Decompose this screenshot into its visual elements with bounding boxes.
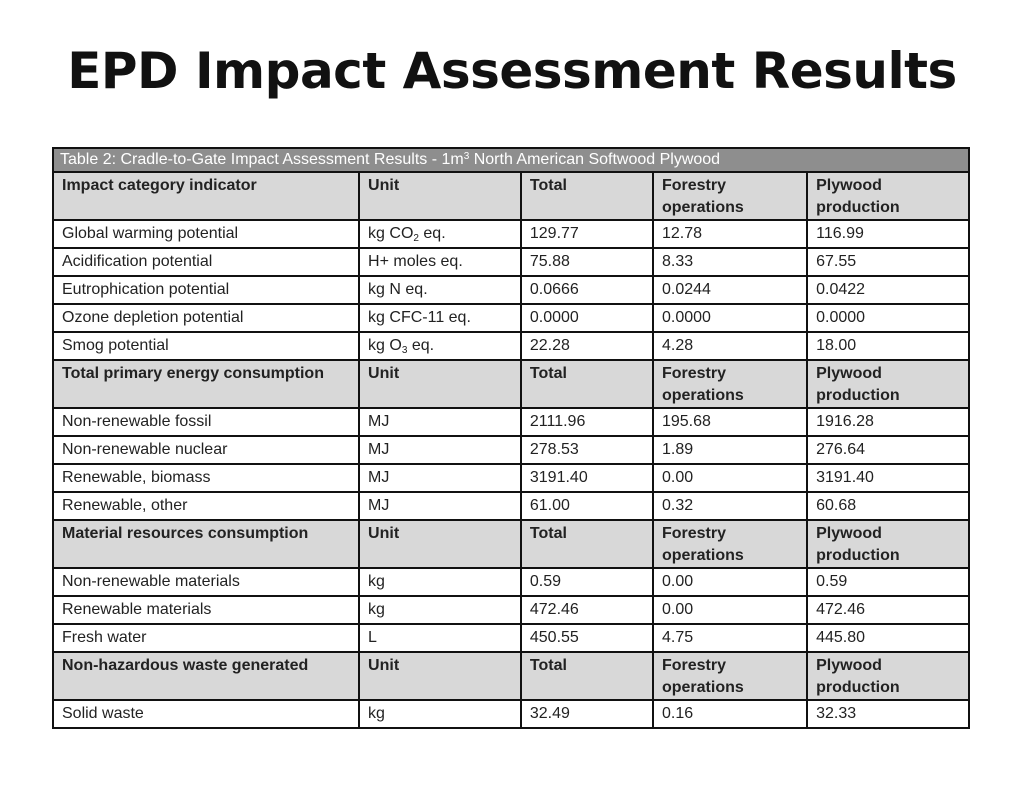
table-row xyxy=(53,624,969,652)
indicator-name: Acidification potential xyxy=(53,248,359,276)
value-total: 61.00 xyxy=(521,492,653,520)
section-header-row xyxy=(53,652,969,700)
indicator-name: Renewable materials xyxy=(53,596,359,624)
value-plywood: 18.00 xyxy=(807,332,969,360)
value-forestry: 4.75 xyxy=(653,624,807,652)
table-caption-row xyxy=(53,148,969,172)
impact-table-container xyxy=(52,147,970,729)
value-plywood: 32.33 xyxy=(807,700,969,728)
indicator-name: Fresh water xyxy=(53,624,359,652)
indicator-unit xyxy=(359,276,521,304)
unit-text: MJ xyxy=(368,441,390,458)
section-header-row xyxy=(53,520,969,568)
value-plywood: 445.80 xyxy=(807,624,969,652)
value-plywood: 60.68 xyxy=(807,492,969,520)
value-forestry: 0.00 xyxy=(653,464,807,492)
table-row xyxy=(53,332,969,360)
value-forestry: 0.0244 xyxy=(653,276,807,304)
column-header-unit: Unit xyxy=(359,520,521,568)
value-total: 22.28 xyxy=(521,332,653,360)
section-header-row xyxy=(53,172,969,220)
indicator-name: Smog potential xyxy=(53,332,359,360)
column-header-total: Total xyxy=(521,520,653,568)
indicator-name: Non-renewable fossil xyxy=(53,408,359,436)
column-header-unit: Unit xyxy=(359,652,521,700)
table-row xyxy=(53,492,969,520)
value-forestry: 8.33 xyxy=(653,248,807,276)
value-plywood: 276.64 xyxy=(807,436,969,464)
indicator-name: Non-renewable nuclear xyxy=(53,436,359,464)
table-row xyxy=(53,436,969,464)
impact-assessment-table xyxy=(52,147,970,729)
column-header-plywood: Plywood production xyxy=(807,360,969,408)
value-plywood: 116.99 xyxy=(807,220,969,248)
table-row xyxy=(53,304,969,332)
indicator-name: Global warming potential xyxy=(53,220,359,248)
section-heading: Material resources consumption xyxy=(53,520,359,568)
table-row xyxy=(53,220,969,248)
indicator-unit xyxy=(359,700,521,728)
unit-subscript: 3 xyxy=(401,345,408,356)
table-row xyxy=(53,276,969,304)
indicator-unit xyxy=(359,248,521,276)
value-total: 75.88 xyxy=(521,248,653,276)
table-row xyxy=(53,248,969,276)
value-forestry: 0.32 xyxy=(653,492,807,520)
value-total: 0.0000 xyxy=(521,304,653,332)
value-total: 2111.96 xyxy=(521,408,653,436)
table-row xyxy=(53,408,969,436)
page-title: EPD Impact Assessment Results xyxy=(67,42,957,100)
value-total: 472.46 xyxy=(521,596,653,624)
indicator-name: Non-renewable materials xyxy=(53,568,359,596)
value-total: 32.49 xyxy=(521,700,653,728)
indicator-name: Solid waste xyxy=(53,700,359,728)
value-plywood: 472.46 xyxy=(807,596,969,624)
column-header-unit: Unit xyxy=(359,360,521,408)
table-row xyxy=(53,464,969,492)
unit-text: MJ xyxy=(368,413,390,430)
column-header-forestry: Forestry operations xyxy=(653,172,807,220)
value-forestry: 0.00 xyxy=(653,596,807,624)
value-forestry: 0.0000 xyxy=(653,304,807,332)
indicator-unit xyxy=(359,436,521,464)
column-header-forestry: Forestry operations xyxy=(653,520,807,568)
unit-suffix: eq. xyxy=(407,337,435,354)
section-header-row xyxy=(53,360,969,408)
table-row xyxy=(53,596,969,624)
unit-text: H+ moles eq. xyxy=(368,253,463,270)
section-heading: Impact category indicator xyxy=(53,172,359,220)
value-forestry: 195.68 xyxy=(653,408,807,436)
column-header-total: Total xyxy=(521,172,653,220)
unit-text: kg xyxy=(368,601,385,618)
unit-text: kg O xyxy=(368,337,402,354)
unit-suffix: eq. xyxy=(418,225,446,242)
indicator-name: Renewable, biomass xyxy=(53,464,359,492)
indicator-unit xyxy=(359,568,521,596)
column-header-plywood: Plywood production xyxy=(807,172,969,220)
value-forestry: 0.16 xyxy=(653,700,807,728)
value-forestry: 12.78 xyxy=(653,220,807,248)
indicator-name: Eutrophication potential xyxy=(53,276,359,304)
value-total: 0.59 xyxy=(521,568,653,596)
value-forestry: 1.89 xyxy=(653,436,807,464)
unit-subscript: 2 xyxy=(413,233,419,244)
indicator-unit xyxy=(359,220,521,248)
section-heading: Non-hazardous waste generated xyxy=(53,652,359,700)
value-total: 450.55 xyxy=(521,624,653,652)
table-row xyxy=(53,568,969,596)
value-forestry: 0.00 xyxy=(653,568,807,596)
column-header-total: Total xyxy=(521,360,653,408)
unit-text: L xyxy=(368,629,377,646)
column-header-plywood: Plywood production xyxy=(807,520,969,568)
value-plywood: 67.55 xyxy=(807,248,969,276)
indicator-unit xyxy=(359,408,521,436)
value-total: 3191.40 xyxy=(521,464,653,492)
column-header-plywood: Plywood production xyxy=(807,652,969,700)
indicator-unit xyxy=(359,464,521,492)
unit-text: MJ xyxy=(368,497,390,514)
indicator-unit xyxy=(359,492,521,520)
value-plywood: 0.59 xyxy=(807,568,969,596)
indicator-unit xyxy=(359,596,521,624)
indicator-name: Ozone depletion potential xyxy=(53,304,359,332)
value-plywood: 3191.40 xyxy=(807,464,969,492)
value-total: 129.77 xyxy=(521,220,653,248)
indicator-unit xyxy=(359,624,521,652)
value-plywood: 1916.28 xyxy=(807,408,969,436)
value-total: 0.0666 xyxy=(521,276,653,304)
indicator-unit xyxy=(359,304,521,332)
unit-text: kg CO xyxy=(368,225,414,242)
column-header-unit: Unit xyxy=(359,172,521,220)
column-header-forestry: Forestry operations xyxy=(653,652,807,700)
section-heading: Total primary energy consumption xyxy=(53,360,359,408)
indicator-name: Renewable, other xyxy=(53,492,359,520)
table-row xyxy=(53,700,969,728)
unit-text: kg xyxy=(368,705,385,722)
indicator-unit xyxy=(359,332,521,360)
column-header-forestry: Forestry operations xyxy=(653,360,807,408)
column-header-total: Total xyxy=(521,652,653,700)
value-forestry: 4.28 xyxy=(653,332,807,360)
unit-text: kg CFC-11 eq. xyxy=(368,309,471,326)
value-plywood: 0.0000 xyxy=(807,304,969,332)
unit-text: MJ xyxy=(368,469,390,486)
table-caption: Table 2: Cradle-to-Gate Impact Assessment Results - $1m^3$ North American Softwood Plywood xyxy=(53,148,969,172)
unit-text: kg N eq. xyxy=(368,281,428,298)
unit-text: kg xyxy=(368,573,385,590)
value-plywood: 0.0422 xyxy=(807,276,969,304)
value-total: 278.53 xyxy=(521,436,653,464)
